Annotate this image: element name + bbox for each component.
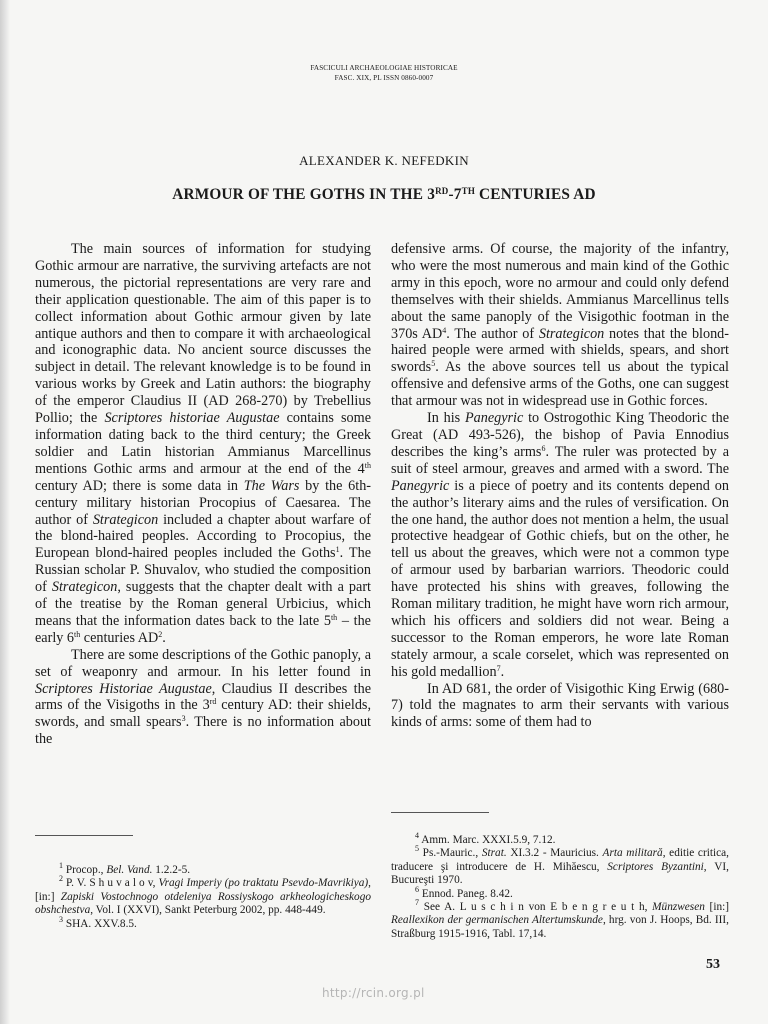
italic-text: Panegyric (464, 410, 524, 427)
italic-text: Scriptores historiae Augustae (104, 410, 280, 427)
italic-text: Arta militară (602, 847, 663, 860)
text-run: , [in:] (35, 877, 371, 903)
footnote-reference: 6 (541, 443, 546, 453)
footnote-reference: 4 (415, 831, 419, 840)
footnote-reference: 5 (431, 359, 436, 369)
footnote (35, 914, 371, 931)
text-run: P. V. S h u v a l o v, (63, 877, 159, 890)
italic-text: Reallexikon der germanischen Altertumskunde (391, 914, 603, 927)
text-run: . As the above sources tell us about the typical offensive and defensive arms of the Goths, one can suggest that armour was not in widespread use in Gothic forces. (391, 359, 729, 410)
footnote-reference: th (330, 612, 338, 622)
footnote-reference: 5 (415, 844, 419, 854)
footnote (391, 844, 729, 887)
text-run: by the 6th-century military historian Procopius of Caesarea. The author of (35, 477, 372, 528)
footnote (35, 861, 371, 877)
title-superscript: TH (461, 186, 476, 196)
text-run: defensive arms. Of course, the majority of the infantry, who were the most numerous and main kind of the Gothic army in this epoch, wore no armour and could only defend themselves with their shields. Ammianus Marcellinus tells about the same panoply of the Visigothic footman in the 370s AD (391, 241, 729, 342)
text-run: , Vol. I (XXVI), Sankt Peterburg 2002, pp. 448-449. (90, 904, 326, 917)
text-run: In his (427, 410, 465, 427)
right-column (391, 241, 729, 731)
footnote-reference: th (364, 460, 371, 470)
journal-name: FASCICULI ARCHAEOLOGIAE HISTORICAE (310, 64, 458, 72)
text-run: included a chapter about warfare of the blond-haired peoples. According to Procopius, the European blond-haired peoples included the Goths (35, 511, 371, 562)
text-run: , suggests that the chapter dealt with a part of the treatise by the Roman general Urbicius, which means that the information dates back to the late 5 (35, 579, 371, 629)
text-run: century AD; there is some data in (35, 477, 244, 494)
text-run: , VI, Bucureşti 1970. (391, 860, 729, 887)
footnote-divider (35, 835, 133, 836)
footnote (35, 874, 371, 917)
paragraph (391, 241, 729, 410)
title-part: ARMOUR OF THE GOTHS IN THE 3 (172, 186, 436, 203)
italic-text: Panegyric (391, 477, 450, 494)
paragraph (35, 241, 371, 647)
italic-text: Strategicon (538, 325, 605, 342)
text-run: In AD 681, the order of Visigothic King Erwig (680-7) told the magnates to arm their servants with various kinds of arms: some of them had to (391, 680, 729, 731)
footnote-reference: 4 (442, 325, 447, 335)
footnote-reference: th (74, 629, 81, 639)
text-run: , editie critica, traducere şi introducere de H. Mihăescu, (391, 847, 729, 873)
title-superscript: RD (435, 186, 449, 196)
text-run: 1.2.2-5. (152, 864, 191, 876)
text-run: . The ruler was protected by a suit of steel armour, greaves and armed with a sword. The (391, 443, 729, 477)
italic-text: Strategicon (92, 511, 159, 528)
italic-text: Scriptores Historiae Augustae (35, 680, 212, 697)
text-run: XI.3.2 - Mauricius. (506, 847, 603, 860)
text-run: Procop., (63, 864, 107, 876)
italic-text: The Wars (243, 477, 300, 494)
footnotes-right (391, 831, 730, 941)
title-part: -7 (448, 186, 462, 203)
footnotes-left (35, 861, 371, 931)
left-column (35, 241, 371, 748)
title-part: CENTURIES AD (475, 186, 596, 203)
text-run: , Claudius II describes the arms of the Visigoths in the 3 (35, 680, 371, 714)
text-run: Amm. Marc. XXXI.5.9, 7.12. (419, 834, 556, 846)
italic-text: Strat. (481, 847, 507, 860)
text-run: See A. L u s c h i n von E b e n g r e u t h, (419, 901, 653, 914)
text-run: centuries AD (80, 629, 159, 646)
text-run: , hrg. von J. Hoops, Bd. III, Straßburg 1915-1916, Tabl. 17,14. (391, 914, 729, 940)
footnote-reference: rd (209, 697, 217, 707)
source-watermark-link[interactable]: http://rcin.org.pl (322, 986, 425, 1000)
text-run: . The author of (446, 325, 539, 342)
text-run: . (500, 663, 505, 680)
footnote-reference: 1 (59, 861, 63, 870)
journal-issue: FASC. XIX, PL ISSN 0860-0007 (334, 74, 434, 82)
text-run: Ennod. Paneg. 8.42. (419, 887, 513, 900)
footnote-reference: 2 (158, 629, 163, 639)
paragraph (35, 647, 371, 748)
italic-text: Vragi Imperiy (po traktatu Psevdo-Mavrikiya) (158, 877, 369, 890)
footnote-divider (391, 812, 489, 813)
text-run: to Ostrogothic King Theodoric the Great (AD 493-526), the bishop of Pavia Ennodius describes the king’s arms (391, 410, 730, 460)
footnote-reference: 3 (59, 914, 63, 924)
author-name: ALEXANDER K. NEFEDKIN (299, 153, 469, 168)
footnote-reference: 2 (59, 874, 63, 884)
footnote (391, 831, 729, 847)
footnote-reference: 6 (415, 884, 419, 894)
text-run: . There is no information about the (35, 714, 371, 748)
footnote-reference: 7 (496, 663, 501, 673)
page-number: 53 (706, 957, 720, 972)
paragraph (391, 410, 729, 681)
text-run: SHA. XXV.8.5. (63, 917, 137, 930)
italic-text: Strategicon (51, 579, 118, 596)
text-run: contains some information dating back to the third century; the Greek soldier and Latin historian Ammianus Marcellinus mentions Gothic arms and armour at the end of the 4 (35, 410, 371, 477)
italic-text: Bel. Vand. (106, 864, 153, 876)
italic-text: Zapiski Vostochnogo otdeleniya Rossiyskogo arkheologicheskogo obshchestva (35, 890, 371, 917)
article-title (0, 186, 768, 204)
text-run: century AD: their shields, swords, and small spears (35, 697, 371, 731)
text-run: – the early 6 (35, 612, 371, 646)
text-run: Ps.-Mauric., (419, 847, 482, 860)
text-run: [in:] (704, 901, 730, 914)
text-run: . (162, 629, 166, 646)
text-run: There are some descriptions of the Gothic panoply, a set of weaponry and armour. In his letter found in (35, 646, 371, 680)
footnote-reference: 7 (415, 898, 419, 908)
text-run: is a piece of poetry and its contents depend on the author’s literary aims and the rules of versification. On the one hand, the author does not mention a helm, the usual protective headgear of Gothic chiefs, but on the other, he tell us about the greaves, which were not a common type of armour used by barbarian warriors. Theodoric could have protected his shins with greaves, following the Roman military tradition, he might have worn rich armour, which his officers and soldiers did not wear. Being a successor to the Roman emperors, he wore late Roman stately armour, a scale corselet, which was represented on his gold medallion (391, 477, 729, 680)
text-run: The main sources of information for studying Gothic armour are narrative, the surviving artefacts are not numerous, the pictorial representations are very rare and their application questionable. The aim of this paper is to collect information about Gothic armour given by late antique authors and then to compare it with archaeological and iconographic data. No ancient source discusses the subject in detail. The relevant knowledge is to be found in various works by Greek and Latin authors: the biography of the emperor Claudius II (AD 268-270) by Trebellius Pollio; the (35, 241, 371, 427)
footnote-reference: 1 (335, 545, 340, 555)
text-run: notes that the blond-haired people were armed with shields, spears, and short swords (391, 325, 729, 376)
paragraph (391, 681, 729, 732)
italic-text: Münzwesen (652, 901, 705, 914)
footnote-reference: 3 (181, 714, 186, 724)
footnote (391, 898, 730, 941)
text-run: . The Russian scholar P. Shuvalov, who studied the composition of (35, 545, 371, 596)
italic-text: Scriptores Byzantini (607, 860, 704, 873)
footnote (391, 884, 729, 901)
